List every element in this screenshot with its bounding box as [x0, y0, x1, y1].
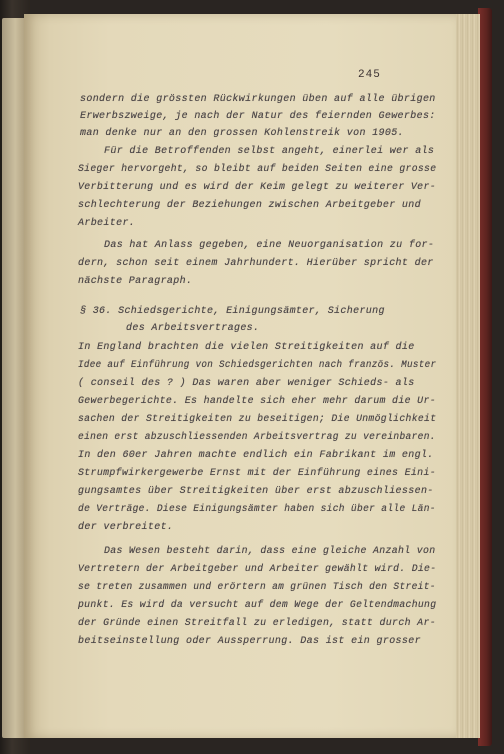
text-line: Gewerbegerichte. Es handelte sich eher mehr darum die Ur- — [78, 396, 437, 407]
text-line: punkt. Es wird da versucht auf dem Wege der Geltendmachung — [78, 600, 437, 611]
text-line: gungsamtes über Streitigkeiten über erst abzuschliessen- — [78, 486, 434, 497]
text-line: In den 60er Jahren machte endlich ein Fabrikant im engl. — [78, 450, 434, 461]
text-line: dern, schon seit einem Jahrhundert. Hierüber spricht der — [78, 258, 434, 269]
document-page — [24, 14, 456, 738]
text-line: Verbitterung und es wird der Keim gelegt zu weiterer Ver- — [78, 182, 437, 193]
text-line: der Gründe einen Streitfall zu erledigen, statt durch Ar- — [78, 618, 437, 629]
text-line: Idee auf Einführung von Schiedsgerichten nach französ. Muster — [78, 360, 437, 371]
text-line: einen erst abzuschliessenden Arbeitsvertrag zu vereinbaren. — [78, 432, 436, 443]
text-line: Arbeiter. — [78, 218, 136, 229]
text-line: beitseinstellung oder Aussperrung. Das ist ein grosser — [78, 636, 421, 647]
text-line: man denke nur an den grossen Kohlenstreik von 1905. — [80, 128, 404, 139]
book-cover-edge — [478, 8, 492, 746]
text-line: der verbreitet. — [78, 522, 174, 533]
text-line: sondern die grössten Rückwirkungen üben auf alle übrigen — [80, 94, 436, 105]
page-number: 245 — [358, 69, 381, 81]
text-line: de Verträge. Diese Einigungsämter haben sich über alle Län- — [78, 504, 436, 515]
text-line: Das Wesen besteht darin, dass eine gleiche Anzahl von — [104, 546, 436, 557]
text-line: Sieger hervorgeht, so bleibt auf beiden Seiten eine grosse — [78, 164, 437, 175]
text-line: Strumpfwirkergewerbe Ernst mit der Einführung eines Eini- — [78, 468, 437, 479]
text-line: nächste Paragraph. — [78, 276, 193, 287]
text-line: se treten zusammen und erörtern am grünen Tisch den Streit- — [78, 582, 436, 593]
text-line: Für die Betroffenden selbst angeht, einerlei wer als — [104, 146, 435, 157]
section-heading-continuation: des Arbeitsvertrages. — [126, 323, 260, 334]
text-line: ( conseil des ? ) Das waren aber weniger Schieds- als — [78, 378, 415, 389]
page-edges — [456, 14, 480, 738]
text-line: Erwerbszweige, je nach der Natur des feiernden Gewerbes: — [80, 111, 436, 122]
section-heading: § 36. Schiedsgerichte, Einigungsämter, Sicherung — [80, 306, 385, 317]
text-line: Das hat Anlass gegeben, eine Neuorganisation zu for- — [104, 240, 435, 251]
text-line: Vertretern der Arbeitgeber und Arbeiter gewählt wird. Die- — [78, 564, 437, 575]
left-page-edge — [2, 18, 24, 738]
text-line: In England brachten die vielen Streitigkeiten auf die — [78, 342, 415, 353]
text-line: sachen der Streitigkeiten zu beseitigen; Die Unmöglichkeit — [78, 414, 437, 425]
text-line: schlechterung der Beziehungen zwischen Arbeitgeber und — [78, 200, 421, 211]
